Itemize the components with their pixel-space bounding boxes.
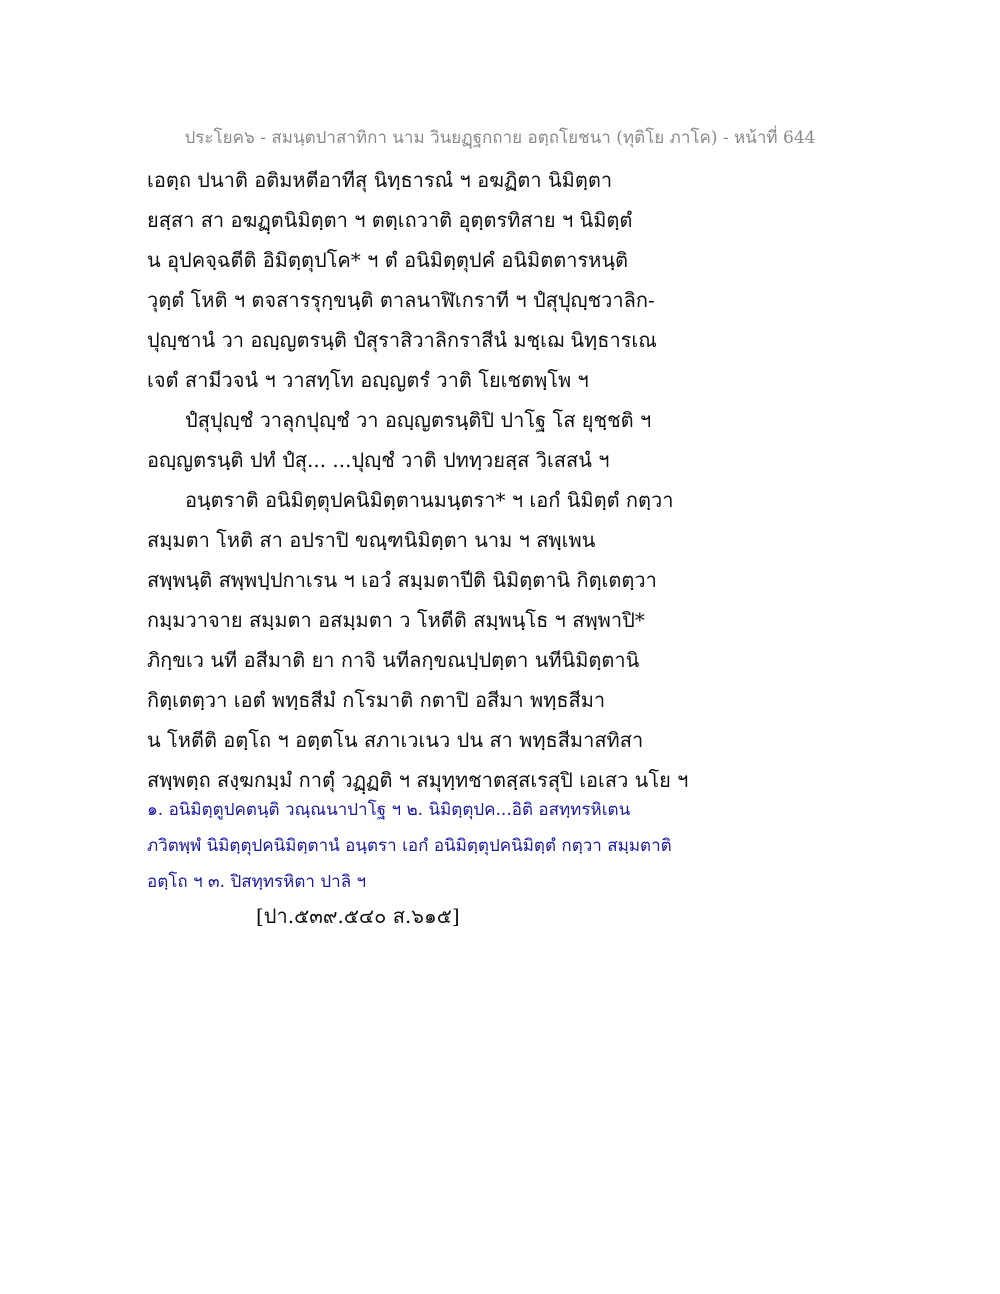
body-line-indented: ปํสุปุญฺชํ วาลุกปุญฺชํ วา อญฺญตรนฺติปิ ปาโฐ โส ยุชฺชติ ฯ: [185, 408, 652, 432]
body-line: เอตฺถ ปนาติ อติมหตีอาทีสุ นิทฺธารณํ ฯ อฆฏิตา นิมิตฺตา: [147, 168, 613, 192]
footnote-line: อตฺโถ ฯ ๓. ปิสทฺทรหิตา ปาลิ ฯ: [147, 872, 367, 892]
body-line: สพฺพนฺติ สพฺพปฺปกาเรน ฯ เอวํ สมฺมตาปีติ นิมิตฺตานิ กิตฺเตตฺวา: [147, 568, 657, 592]
body-line: สมฺมตา โหติ สา อปราปิ ขณฺฑนิมิตฺตา นาม ฯ สพฺเพน: [147, 528, 596, 552]
body-line: กิตฺเตตฺวา เอตํ พทฺธสีมํ กโรมาติ กตาปิ อสีมา พทฺธสีมา: [147, 688, 606, 712]
body-line: น โหตีติ อตฺโถ ฯ อตฺตโน สภาเวเนว ปน สา พทฺธสีมาสทิสา: [147, 728, 644, 752]
body-line: ยสฺสา สา อฆฏฺตนิมิตฺตา ฯ ตตฺเถวาติ อุตฺตรทิสาย ฯ นิมิตฺตํ: [147, 208, 633, 232]
body-line: อญฺญตรนฺติ ปทํ ปํสุ... ...ปุญฺชํ วาติ ปททฺวยสฺส วิเสสนํ ฯ: [147, 448, 610, 472]
page-header: ประโยค๖ - สมนฺตปาสาทิกา นาม วินยฏฺฐกถาย อตฺถโยชนา (ทุติโย ภาโค) - หน้าที่ 644: [184, 128, 816, 148]
body-line: ปุญฺชานํ วา อญฺญตรนฺติ ปํสุราสิวาลิกราสีนํ มชฺเฌ นิทฺธารเณ: [147, 328, 657, 352]
footnote-line: ๑. อนิมิตฺตูปคตนฺติ วณฺณนาปาโฐ ฯ ๒. นิมิตฺตุปค...อิติ อสทฺทรหิเตน: [147, 800, 631, 820]
footnotes: [147, 792, 867, 900]
body-line-indented: อนฺตราติ อนิมิตฺตุปคนิมิตฺตานมนฺตรา* ฯ เอกํ นิมิตฺตํ กตฺวา: [185, 488, 674, 512]
body-line: เจตํ สามีวจนํ ฯ วาสทฺโท อญฺญตรํ วาติ โยเชตพฺโพ ฯ: [147, 368, 589, 392]
body-line: ภิกฺขเว นที อสีมาติ ยา กาจิ นทีลกฺขณปฺปตฺตา นทีนิมิตฺตานิ: [147, 648, 640, 672]
body-line: วุตฺตํ โหติ ฯ ตจสารรุกฺขนฺติ ตาลนาฬิเกราที ฯ ปํสุปุญฺชวาลิก-: [147, 288, 655, 312]
footnote-line: ภวิตพฺพํ นิมิตฺตุปคนิมิตฺตานํ อนฺตรา เอกํ อนิมิตฺตุปคนิมิตฺตํ กตฺวา สมฺมตาติ: [147, 836, 672, 856]
body-line: สพฺพตฺถ สงฺฆกมฺมํ กาตุํ วฏฺฏติ ฯ สมุทฺทชาตสฺสเรสุปิ เอเสว นโย ฯ: [147, 768, 689, 792]
page-reference: [ปา.๕๓๙.๕๔๐ ส.๖๑๕]: [256, 904, 460, 928]
body-line: กมฺมวาจาย สมฺมตา อสมฺมตา ว โหตีติ สมฺพนฺโธ ฯ สพฺพาปิ*: [147, 608, 645, 632]
body-text: [147, 160, 867, 800]
body-line: น อุปคจฺฉตีติ อิมิตฺตุปโค* ฯ ตํ อนิมิตฺตุปคํ อนิมิตตารหนฺติ: [147, 248, 629, 272]
